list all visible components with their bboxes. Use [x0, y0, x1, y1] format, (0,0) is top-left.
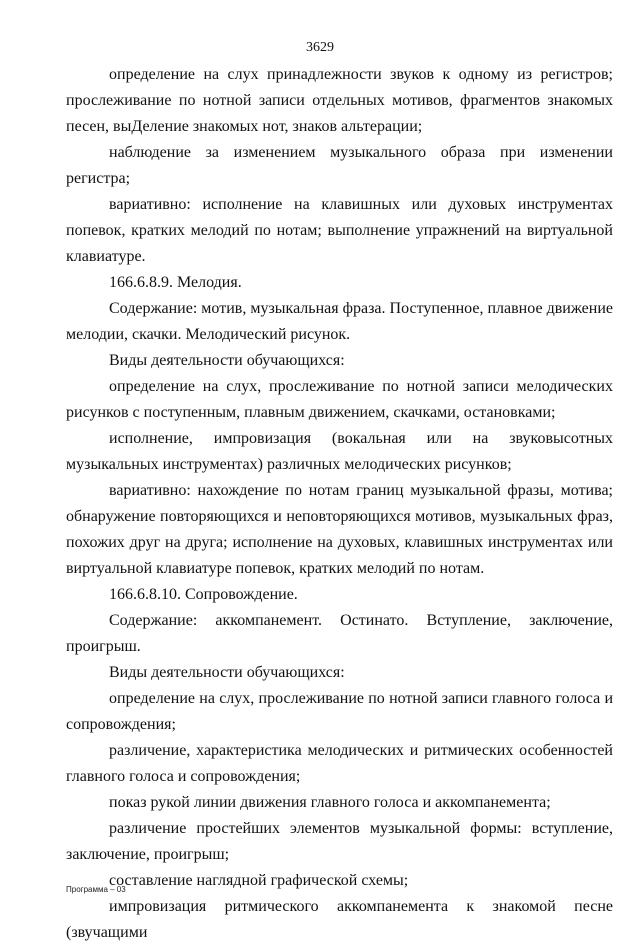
paragraph: импровизация ритмического аккомпанемента к знакомой песне (звучащими — [66, 898, 613, 941]
paragraph: определение на слух принадлежности звуков к одному из регистров; прослеживание по нотной записи отдельных мотивов, фрагментов знакомых песен, выДеление знакомых нот, знаков альтерации; — [66, 66, 613, 135]
paragraph: наблюдение за изменением музыкального образа при изменении регистра; — [66, 144, 613, 187]
paragraph: определение на слух, прослеживание по нотной записи мелодических рисунков с поступенным, плавным движением, скачками, остановками; — [66, 378, 613, 421]
paragraph: определение на слух, прослеживание по нотной записи главного голоса и сопровождения; — [66, 690, 613, 733]
paragraph: различение, характеристика мелодических и ритмических особенностей главного голоса и сопровождения; — [66, 742, 613, 785]
page-number: 3629 — [306, 40, 334, 55]
paragraph: вариативно: нахождение по нотам границ музыкальной фразы, мотива; обнаружение повторяющихся и неповторяющихся мотивов, музыкальных фраз, похожих друг на друга; исполнение на духовых, клавишных инструментах или виртуальной клавиатуре попевок, кратких мелодий по нотам. — [66, 482, 613, 577]
paragraph: исполнение, импровизация (вокальная или на звуковысотных музыкальных инструментах) различных мелодических рисунков; — [66, 430, 613, 473]
paragraph: показ рукой линии движения главного голоса и аккомпанемента; — [109, 794, 551, 811]
paragraph: Виды деятельности обучающихся: — [109, 352, 345, 369]
document-body — [66, 62, 613, 946]
paragraph: составление наглядной графической схемы; — [109, 872, 409, 889]
paragraph: вариативно: исполнение на клавишных или духовых инструментах попевок, кратких мелодий по нотам; выполнение упражнений на виртуальной клавиатуре. — [66, 196, 613, 265]
section-heading: 166.6.8.10. Сопровождение. — [109, 586, 298, 603]
page-footer: Программа – 03 — [66, 885, 126, 894]
paragraph: Виды деятельности обучающихся: — [109, 664, 345, 681]
paragraph: Содержание: аккомпанемент. Остинато. Вступление, заключение, проигрыш. — [66, 612, 613, 655]
paragraph: Содержание: мотив, музыкальная фраза. Поступенное, плавное движение мелодии, скачки. Мелодический рисунок. — [66, 300, 613, 343]
section-heading: 166.6.8.9. Мелодия. — [109, 274, 242, 291]
paragraph: различение простейших элементов музыкальной формы: вступление, заключение, проигрыш; — [66, 820, 613, 863]
